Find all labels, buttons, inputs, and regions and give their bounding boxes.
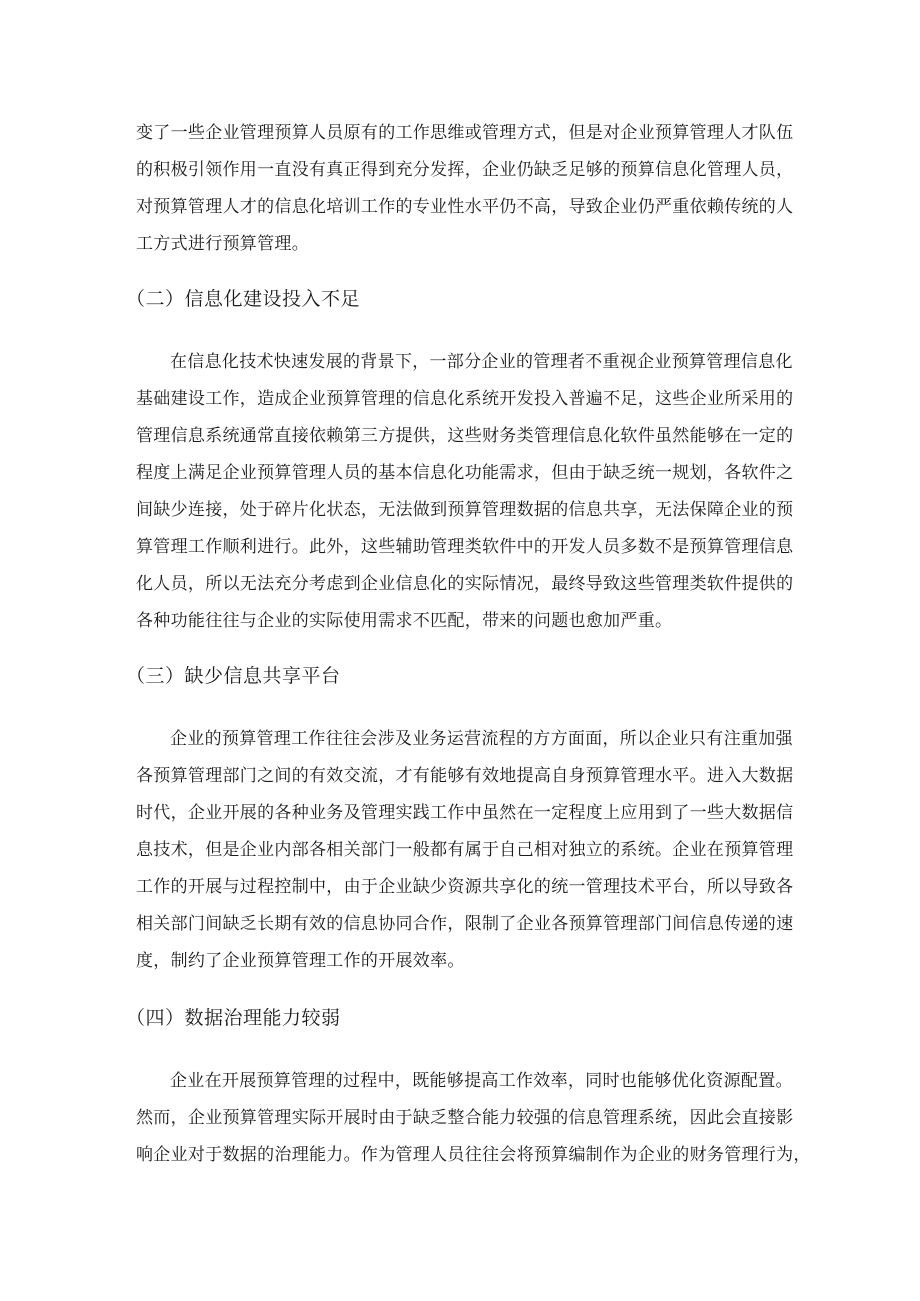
paragraph-line: 时代，企业开展的各种业务及管理实践工作中虽然在一定程度上应用到了一些大数据信 [136, 803, 794, 823]
paragraph-line: 管理信息系统通常直接依赖第三方提供，这些财务类管理信息化软件虽然能够在一定的 [136, 426, 794, 446]
intro-line: 工方式进行预算管理。 [136, 234, 309, 254]
intro-line: 变了一些企业管理预算人员原有的工作思维或管理方式，但是对企业预算管理人才队伍 [136, 123, 794, 143]
paragraph-line: 各种功能往往与企业的实际使用需求不匹配，带来的问题也愈加严重。 [136, 611, 673, 631]
section-heading: （三）缺少信息共享平台 [126, 665, 341, 687]
paragraph-line: 息技术，但是企业内部各相关部门一般都有属于自己相对独立的系统。企业在预算管理 [136, 840, 794, 860]
paragraph-line: 程度上满足企业预算管理人员的基本信息化功能需求，但由于缺乏统一规划，各软件之 [136, 463, 794, 483]
paragraph-line: 度，制约了企业预算管理工作的开展效率。 [136, 951, 465, 971]
paragraph-line: 基础建设工作，造成企业预算管理的信息化系统开发投入普遍不足，这些企业所采用的 [136, 389, 794, 409]
paragraph-line: 然而，企业预算管理实际开展时由于缺乏整合能力较强的信息管理系统，因此会直接影 [136, 1108, 794, 1128]
paragraph-line: 企业的预算管理工作往往会涉及业务运营流程的方方面面，所以企业只有注重加强 [170, 729, 793, 749]
section-heading: （二）信息化建设投入不足 [126, 288, 361, 310]
paragraph-line: 化人员，所以无法充分考虑到企业信息化的实际情况，最终导致这些管理类软件提供的 [136, 574, 794, 594]
paragraph-line: 工作的开展与过程控制中，由于企业缺少资源共享化的统一管理技术平台，所以导致各 [136, 877, 794, 897]
paragraph-line: 企业在开展预算管理的过程中，既能够提高工作效率，同时也能够优化资源配置。 [170, 1071, 793, 1091]
intro-line: 的积极引领作用一直没有真正得到充分发挥，企业仍缺乏足够的预算信息化管理人员， [136, 160, 794, 180]
paragraph-line: 各预算管理部门之间的有效交流，才有能够有效地提高自身预算管理水平。进入大数据 [136, 766, 794, 786]
paragraph-line: 算管理工作顺利进行。此外，这些辅助管理类软件中的开发人员多数不是预算管理信息 [136, 537, 794, 557]
section-heading: （四）数据治理能力较弱 [126, 1007, 341, 1029]
intro-line: 对预算管理人才的信息化培训工作的专业性水平仍不高，导致企业仍严重依赖传统的人 [136, 197, 794, 217]
paragraph-line: 响企业对于数据的治理能力。作为管理人员往往会将预算编制作为企业的财务管理行为， [136, 1145, 811, 1165]
paragraph-line: 间缺少连接，处于碎片化状态，无法做到预算管理数据的信息共享，无法保障企业的预 [136, 500, 794, 520]
paragraph-line: 相关部门间缺乏长期有效的信息协同合作，限制了企业各预算管理部门间信息传递的速 [136, 914, 794, 934]
paragraph-line: 在信息化技术快速发展的背景下，一部分企业的管理者不重视企业预算管理信息化 [170, 352, 793, 372]
